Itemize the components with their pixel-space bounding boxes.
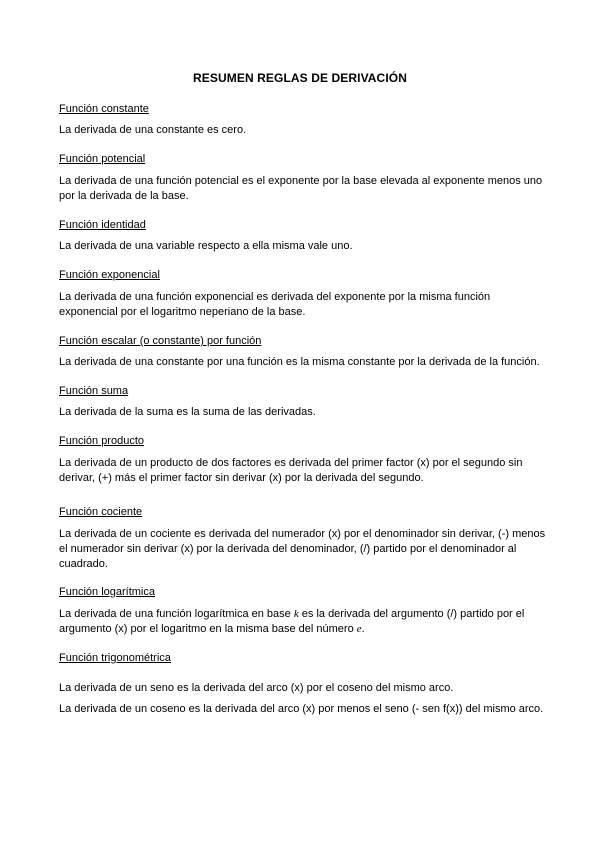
heading-funcion-producto: Función producto — [59, 435, 144, 447]
paragraph-funcion-logaritmica — [59, 607, 549, 637]
paragraph-derivada-seno: La derivada de un seno es la derivada del arco (x) por el coseno del mismo arco. — [59, 682, 454, 694]
paragraph-funcion-producto: La derivada de un producto de dos factores es derivada del primer factor (x) por el segundo sin derivar, (+) más el primer factor sin derivar (x) por la derivada del segundo. — [59, 457, 523, 484]
paragraph-funcion-potencial: La derivada de una función potencial es el exponente por la base elevada al exponente menos uno por la derivada de la base. — [59, 175, 543, 202]
log-text-part-3: . — [361, 623, 365, 635]
heading-funcion-exponencial: Función exponencial — [59, 269, 160, 281]
heading-funcion-escalar: Función escalar (o constante) por función — [59, 335, 262, 347]
log-text-part-1: La derivada de una función logarítmica en base — [59, 608, 294, 620]
heading-funcion-potencial: Función potencial — [59, 153, 146, 165]
heading-funcion-trigonometrica: Función trigonométrica — [59, 652, 171, 664]
paragraph-funcion-cociente: La derivada de un cociente es derivada del numerador (x) por el denominador sin derivar, (-) menos el numerador sin derivar (x) por la derivada del denominador, (/) partido por el denominador al cuadrado. — [59, 528, 546, 570]
log-number-e: e — [356, 623, 362, 635]
log-text-part-2: es la derivada del argumento (/) partido por el argumento (x) por el logaritmo en la misma base del número — [59, 608, 525, 635]
heading-funcion-cociente: Función cociente — [59, 506, 143, 518]
page-title: RESUMEN REGLAS DE DERIVACIÓN — [193, 71, 407, 85]
paragraph-funcion-suma: La derivada de la suma es la suma de las derivadas. — [59, 406, 316, 418]
paragraph-derivada-coseno: La derivada de un coseno es la derivada del arco (x) por menos el seno (- sen f(x)) del mismo arco. — [59, 703, 544, 715]
paragraph-funcion-exponencial: La derivada de una función exponencial es derivada del exponente por la misma función exponencial por el logaritmo neperiano de la base. — [59, 291, 491, 318]
heading-funcion-identidad: Función identidad — [59, 219, 146, 231]
heading-funcion-suma: Función suma — [59, 385, 129, 397]
paragraph-funcion-escalar: La derivada de una constante por una función es la misma constante por la derivada de la función. — [59, 356, 540, 368]
heading-funcion-constante: Función constante — [59, 103, 149, 115]
paragraph-funcion-constante: La derivada de una constante es cero. — [59, 124, 247, 136]
paragraph-funcion-identidad: La derivada de una variable respecto a ella misma vale uno. — [59, 240, 353, 252]
heading-funcion-logaritmica: Función logarítmica — [59, 586, 155, 598]
log-base-k: k — [293, 608, 299, 620]
